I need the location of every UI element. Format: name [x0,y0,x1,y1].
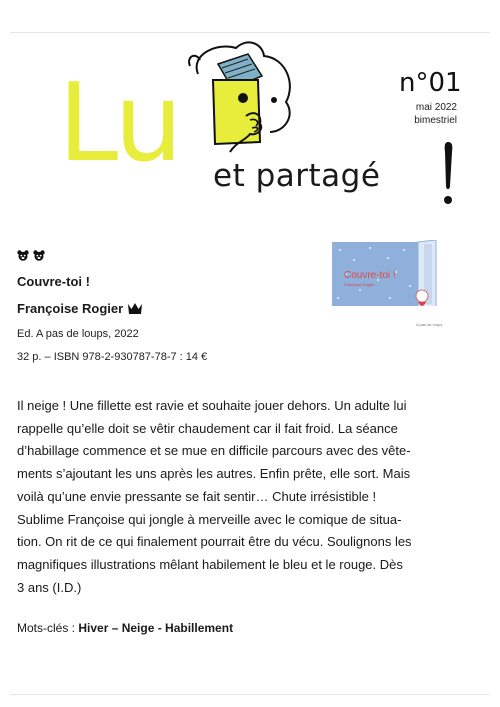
review-body [17,395,477,599]
issue-date: mai 2022 [415,102,457,113]
logo-lu: Lu [58,61,181,186]
body-line: tion. On rit de ce qui finalement pourrait être du vécu. Soulignons les [17,534,412,550]
body-line: d’habillage commence et se mue en difficile parcours avec des vête- [17,443,411,459]
logo-subtitle: et partagé [213,158,381,194]
body-line: magnifiques illustrations mêlant habilement le bleu et le rouge. Dès [17,556,403,572]
keywords [17,621,233,635]
issue-number: n°01 [399,68,462,98]
book-author [17,301,142,316]
body-line: rappelle qu’elle doit se vêtir chaudement car il fait froid. La séance [17,420,398,436]
keywords-list: Hiver – Neige - Habillement [78,621,234,635]
cover-byline: Françoise Rogier [344,282,375,287]
cover-title: Couvre-toi ! [344,270,396,281]
bear-face-icon [33,250,45,261]
book-details: 32 p. – ISBN 978-2-930787-78-7 : 14 € [17,351,208,363]
masthead [0,0,500,225]
book-cover [330,240,460,336]
keywords-label: Mots-clés : [17,621,79,635]
bear-face-icon [17,250,29,261]
issue-frequency: bimestriel [414,115,457,126]
crown-icon [128,303,142,314]
exclamation-icon [440,140,460,210]
book-title: Couvre-toi ! [17,274,90,289]
rating [17,250,45,261]
body-line: ments s’ajoutant les uns après les autres. Enfin prête, elle sort. Mais [17,466,411,482]
body-line: Il neige ! Une fillette est ravie et souhaite jouer dehors. Un adulte lui [17,398,407,413]
body-line: voilà qu’une envie pressante se fait sentir… Chute irrésistible ! [17,488,377,504]
bottom-divider [10,694,490,695]
cover-publisher-mark: A pas de loups [416,322,443,327]
body-line: Sublime Françoise qui jongle à merveille avec le comique de situa- [17,511,402,527]
author-name: Françoise Rogier [17,301,124,316]
body-line: 3 ans (I.D.) [17,579,82,595]
publisher: Ed. A pas de loups, 2022 [17,328,139,340]
bear-reading-book-icon [50,36,310,186]
